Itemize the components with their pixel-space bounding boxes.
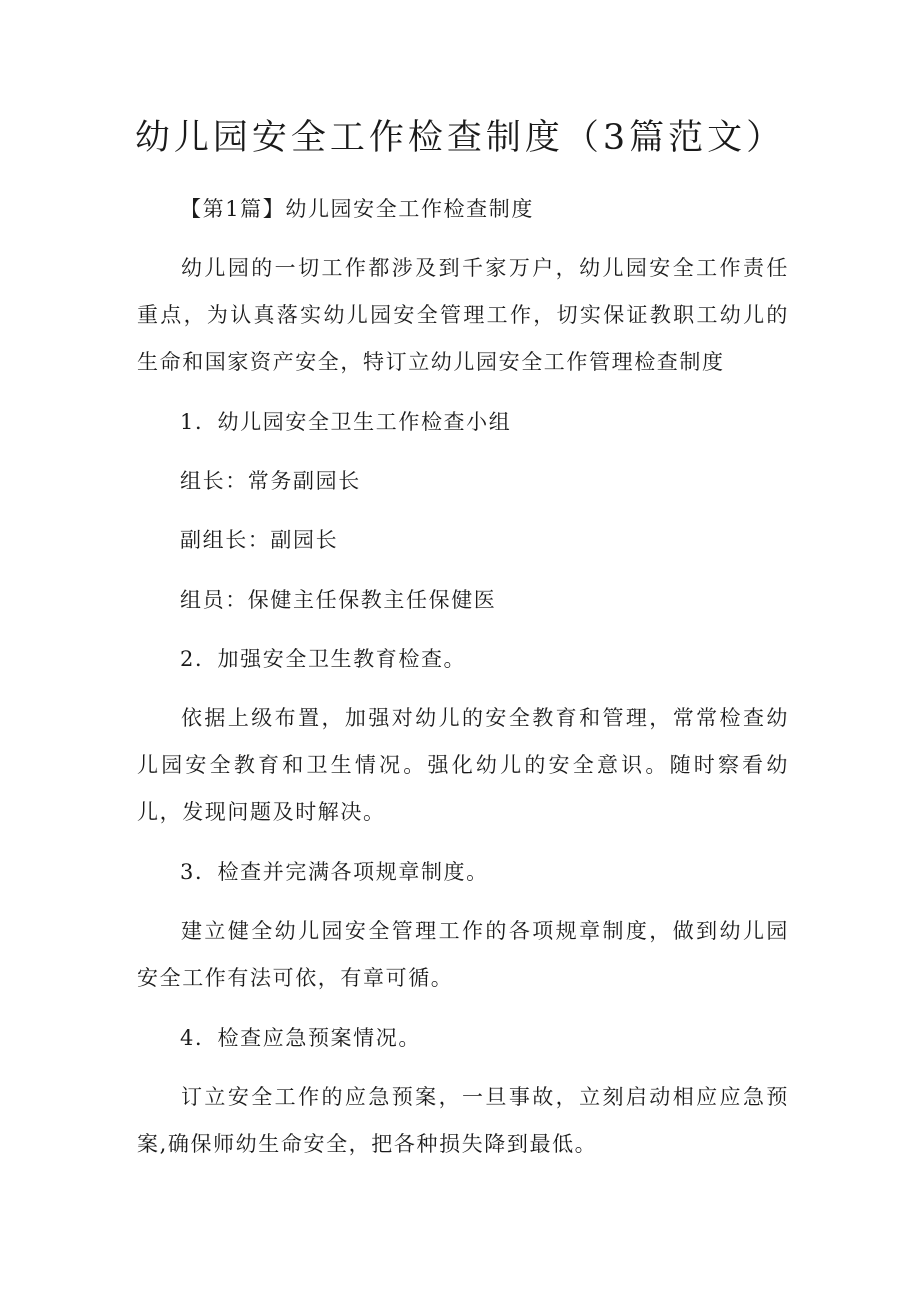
document-title: 幼儿园安全工作检查制度（3篇范文）	[134, 118, 786, 158]
section-heading: 【第1篇】幼儿园安全工作检查制度	[180, 197, 534, 221]
group-members: 组员：保健主任保教主任保健医	[180, 588, 497, 612]
item3-heading: 3．检查并完满各项规章制度。	[180, 860, 489, 884]
item1-heading: 1．幼儿园安全卫生工作检查小组	[180, 410, 512, 434]
group-leader: 组长：常务副园长	[180, 469, 361, 493]
intro-paragraph: 幼儿园的一切工作都涉及到千家万户，幼儿园安全工作责任重点，为认真落实幼儿园安全管理工作，切实保证教职工幼儿的生命和国家资产安全，特订立幼儿园安全工作管理检查制度	[137, 256, 789, 374]
deputy-leader: 副组长：副园长	[180, 528, 339, 552]
item2-body: 依据上级布置，加强对幼儿的安全教育和管理，常常检查幼儿园安全教育和卫生情况。强化幼儿的安全意识。随时察看幼儿，发现问题及时解决。	[137, 706, 789, 824]
item4-body: 订立安全工作的应急预案，一旦事故，立刻启动相应应急预案,确保师幼生命安全，把各种损失降到最低。	[137, 1085, 789, 1156]
item3-body: 建立健全幼儿园安全管理工作的各项规章制度，做到幼儿园安全工作有法可依，有章可循。	[137, 919, 789, 990]
item2-heading: 2．加强安全卫生教育检查。	[180, 647, 467, 671]
item4-heading: 4．检查应急预案情况。	[180, 1026, 421, 1050]
